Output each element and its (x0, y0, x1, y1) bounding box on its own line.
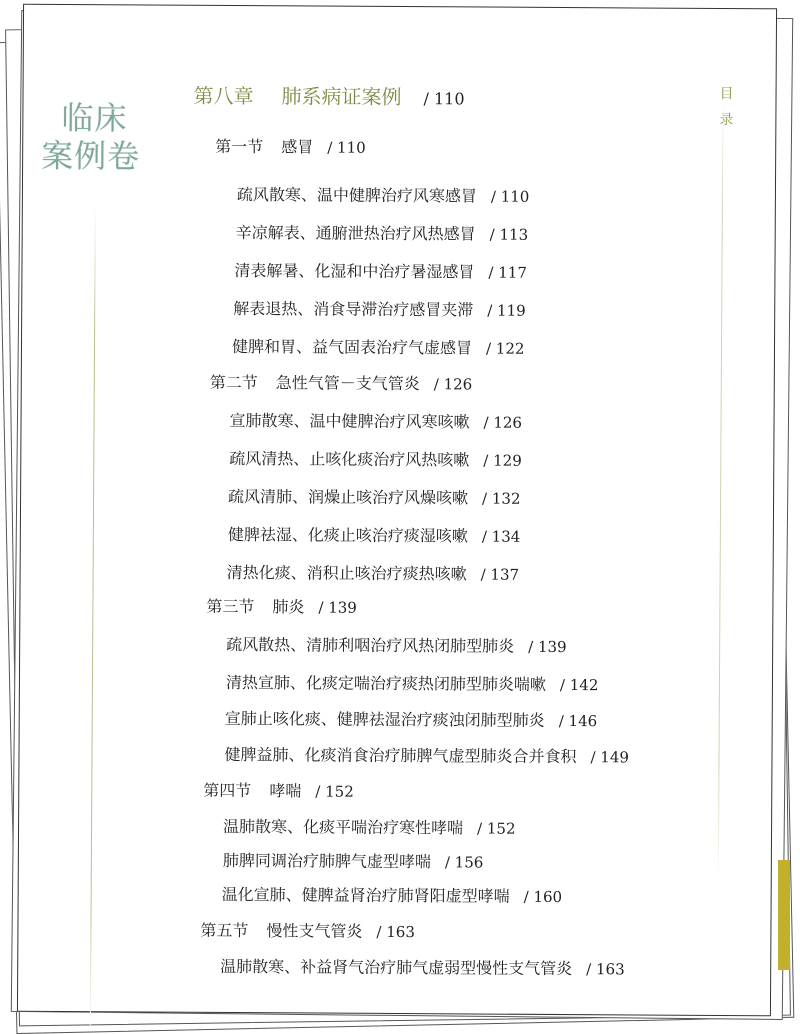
page-number: / 156 (444, 853, 484, 872)
volume-title-line2: 案例卷 (41, 136, 141, 176)
toc-item-title: 温化宣肺、健脾益肾治疗肺肾阳虚型哮喘 (221, 884, 510, 906)
toc-item[interactable] (228, 484, 521, 509)
page-number: / 160 (523, 887, 563, 907)
section-label: 第二节 (209, 372, 258, 393)
section-label: 第四节 (203, 780, 252, 801)
toc-item-title: 清热宣肺、化痰定喘治疗痰热闭肺型肺炎喘嗽 (225, 672, 547, 694)
toc-item-title: 清热化痰、消积止咳治疗痰热咳嗽 (226, 562, 467, 584)
divider-line (90, 205, 96, 1025)
toc-item-title: 疏风散寒、温中健脾治疗风寒感冒 (236, 185, 477, 206)
page-number: / 142 (559, 675, 599, 695)
contents-tab-char: 录 (719, 111, 734, 129)
page-number: / 122 (485, 339, 525, 358)
page-number: / 146 (558, 711, 598, 731)
toc-item-title: 解表退热、消食导滞治疗感冒夹滞 (233, 298, 474, 320)
section-label: 第五节 (200, 920, 249, 941)
page-edge-strip (778, 860, 790, 970)
section-heading[interactable] (215, 134, 366, 158)
volume-title-line1: 临床 (61, 98, 128, 138)
toc-item[interactable] (225, 706, 598, 731)
toc-item[interactable] (224, 742, 629, 767)
toc-item[interactable] (229, 408, 522, 433)
toc-item-title: 肺脾同调治疗肺脾气虚型哮喘 (222, 850, 431, 872)
toc-item-title: 宣肺散寒、温中健脾治疗风寒咳嗽 (229, 410, 470, 432)
toc-item-title: 辛凉解表、通腑泄热治疗风热感冒 (235, 223, 476, 244)
page-number: / 163 (586, 960, 625, 979)
page-number: / 126 (433, 375, 473, 394)
toc-item[interactable] (223, 848, 484, 873)
section-title: 哮喘 (269, 781, 302, 801)
toc-item-title: 温肺散寒、化痰平喘治疗寒性哮喘 (223, 816, 464, 838)
section-title: 肺炎 (272, 597, 305, 617)
toc-item-title: 健脾益肺、化痰消食治疗肺脾气虚型肺炎合并食积 (224, 744, 577, 767)
page-number: / 110 (423, 89, 465, 109)
section-title: 慢性支气管炎 (266, 921, 363, 941)
divider-line (718, 99, 724, 879)
page-number: / 126 (483, 413, 523, 432)
toc-item[interactable] (232, 334, 525, 359)
page-number: / 110 (327, 138, 366, 157)
page-number: / 117 (488, 263, 527, 282)
page-number: / 113 (489, 225, 529, 244)
toc-item-title: 温肺散寒、补益肾气治疗肺气虚弱型慢性支气管炎 (220, 956, 573, 979)
page-number: / 137 (480, 565, 520, 584)
toc-item[interactable] (227, 560, 520, 585)
contents-tab-char: 目 (719, 85, 734, 103)
page-number: / 129 (483, 451, 522, 470)
chapter-title: 肺系病证案例 (281, 84, 402, 110)
section-title: 感冒 (281, 137, 314, 157)
section-heading[interactable] (206, 594, 357, 618)
section-label: 第一节 (215, 136, 264, 157)
page-number: / 149 (590, 748, 630, 767)
toc-item[interactable] (237, 182, 530, 207)
chapter-heading[interactable] (193, 80, 464, 111)
toc-item-title: 健脾祛湿、化痰止咳治疗痰湿咳嗽 (227, 524, 468, 546)
page-number: / 163 (376, 922, 415, 942)
section-label: 第三节 (206, 596, 255, 617)
chapter-label: 第八章 (193, 83, 254, 109)
section-heading[interactable] (200, 918, 415, 942)
toc-item-title: 健脾和胃、益气固表治疗气虚感冒 (231, 336, 473, 358)
section-heading[interactable] (203, 778, 354, 802)
page-number: / 152 (315, 782, 354, 801)
section-heading[interactable] (210, 370, 473, 395)
toc-item[interactable] (228, 522, 521, 547)
toc-item-title: 疏风清肺、润燥止咳治疗风燥咳嗽 (228, 486, 469, 508)
toc-item-title: 清表解暑、化湿和中治疗暑湿感冒 (234, 261, 475, 282)
page-number: / 152 (477, 819, 516, 838)
section-title: 急性气管－支气管炎 (275, 373, 420, 394)
contents-tab (719, 81, 739, 133)
page-number: / 139 (528, 637, 567, 657)
toc-item[interactable] (229, 446, 522, 471)
toc-page (17, 4, 777, 1017)
toc-item[interactable] (220, 954, 625, 979)
page-number: / 132 (482, 489, 521, 508)
toc-item[interactable] (223, 814, 516, 839)
toc-item[interactable] (236, 220, 529, 245)
page-number: / 139 (318, 598, 357, 617)
page-number: / 110 (490, 187, 530, 206)
toc-item[interactable] (233, 296, 526, 321)
toc-item-title: 疏风散热、清肺利咽治疗风热闭肺型肺炎 (226, 634, 515, 656)
toc-item[interactable] (226, 670, 599, 695)
toc-item[interactable] (226, 632, 567, 657)
toc-item[interactable] (234, 258, 527, 283)
page-number: / 119 (487, 301, 526, 320)
toc-item-title: 宣肺止咳化痰、健脾祛湿治疗痰浊闭肺型肺炎 (224, 708, 545, 730)
toc-item[interactable] (222, 882, 563, 907)
toc-item-title: 疏风清热、止咳化痰治疗风热咳嗽 (229, 448, 470, 470)
volume-title (41, 99, 141, 176)
page-number: / 134 (481, 527, 521, 546)
